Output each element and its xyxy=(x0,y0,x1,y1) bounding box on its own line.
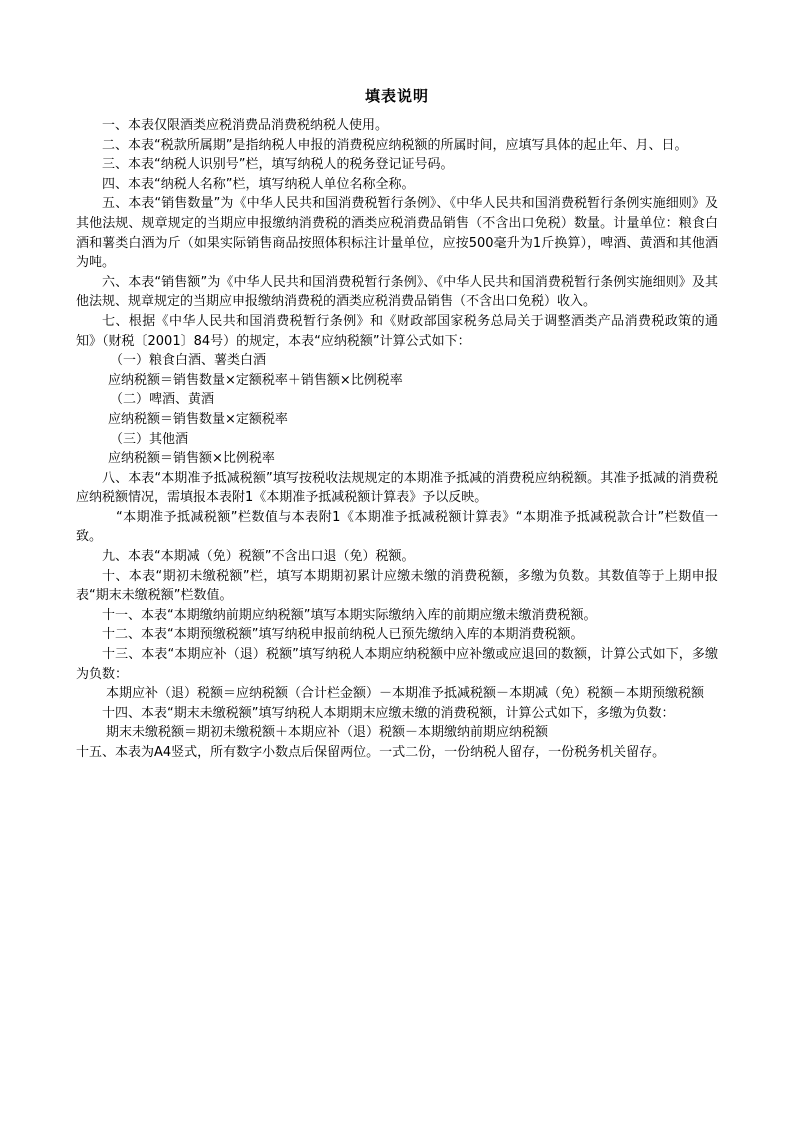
formula-other: 应纳税额＝销售额×比例税率 xyxy=(108,451,275,467)
instruction-item-14: 十四、本表“期末未缴税额”填写纳税人本期期末应缴未缴的消费税额，计算公式如下，多缴为负数： xyxy=(102,705,675,721)
instruction-item-10: 十、本表“期初未缴税额”栏，填写本期期初累计应缴未缴的消费税额，多缴为负数。其数值等于上期申报表“期末未缴税额”栏数值。 xyxy=(76,568,718,604)
subsection-heading-beer: （二）啤酒、黄酒 xyxy=(110,392,215,408)
instruction-item-12: 十二、本表“本期预缴税额”填写纳税申报前纳税人已预先缴纳入库的本期消费税额。 xyxy=(102,627,584,643)
instruction-item-11: 十一、本表“本期缴纳前期应纳税额”填写本期实际缴纳入库的前期应缴未缴消费税额。 xyxy=(102,607,597,623)
instruction-item-6: 六、本表“销售额”为《中华人民共和国消费税暂行条例》、《中华人民共和国消费税暂行条例实施细则》及其他法规、规章规定的当期应申报缴纳消费税的酒类应税消费品销售（不含出口免税）收入。 xyxy=(76,274,718,310)
instruction-item-5: 五、本表“销售数量”为《中华人民共和国消费税暂行条例》、《中华人民共和国消费税暂行条例实施细则》及其他法规、规章规定的当期应申报缴纳消费税的酒类应税消费品销售（不含出口免税）数量。计量单位：粮食白酒和薯类白酒为斤（如果实际销售商品按照体积标注计量单位，应按500毫升为1斤换算），啤酒、黄酒和其他酒为吨。 xyxy=(76,196,718,271)
instruction-item-1: 一、本表仅限酒类应税消费品消费税纳税人使用。 xyxy=(102,118,389,133)
instructions-page xyxy=(76,86,718,763)
instruction-item-4: 四、本表“纳税人名称”栏，填写纳税人单位名称全称。 xyxy=(102,176,415,192)
instruction-item-2: 二、本表“税款所属期”是指纳税人申报的消费税应纳税额的所属时间，应填写具体的起止年、月、日。 xyxy=(102,137,688,153)
instruction-item-3: 三、本表“纳税人识别号”栏，填写纳税人的税务登记证号码。 xyxy=(102,157,454,173)
page-title: 填表说明 xyxy=(364,87,429,105)
instruction-item-8-note: “本期准予抵减税额”栏数值与本表附1《本期准予抵减税额计算表》“本期准予抵减税款合计”栏数值一致。 xyxy=(76,509,718,545)
formula-liquor: 应纳税额＝销售数量×定额税率＋销售额×比例税率 xyxy=(108,372,403,388)
subsection-heading-other: （三）其他酒 xyxy=(110,431,189,447)
instruction-item-9: 九、本表“本期减（免）税额”不含出口退（免）税额。 xyxy=(102,549,415,565)
formula-refund: 本期应补（退）税额＝应纳税额（合计栏金额）－本期准予抵减税额－本期减（免）税额－本期预缴税额 xyxy=(106,686,705,702)
instruction-item-8: 八、本表“本期准予抵减税额”填写按税收法规规定的本期准予抵减的消费税应纳税额。其准予抵减的消费税应纳税额情况，需填报本表附1《本期准予抵减税额计算表》予以反映。 xyxy=(76,470,718,506)
instruction-item-7: 七、根据《中华人民共和国消费税暂行条例》和《财政部国家税务总局关于调整酒类产品消费税政策的通知》（财税〔2001〕84号）的规定，本表“应纳税额”计算公式如下： xyxy=(76,313,718,349)
formula-ending-unpaid: 期末未缴税额＝期初未缴税额＋本期应补（退）税额－本期缴纳前期应纳税额 xyxy=(106,725,549,741)
instruction-item-13: 十三、本表“本期应补（退）税额”填写纳税人本期应纳税额中应补缴或应退回的数额，计算公式如下，多缴为负数： xyxy=(76,647,718,682)
subsection-heading-liquor: （一）粮食白酒、薯类白酒 xyxy=(110,353,267,369)
formula-beer: 应纳税额＝销售数量×定额税率 xyxy=(108,411,288,427)
instruction-item-15: 十五、本表为A4竖式，所有数字小数点后保留两位。一式二份，一份纳税人留存，一份税务机关留存。 xyxy=(76,745,666,760)
